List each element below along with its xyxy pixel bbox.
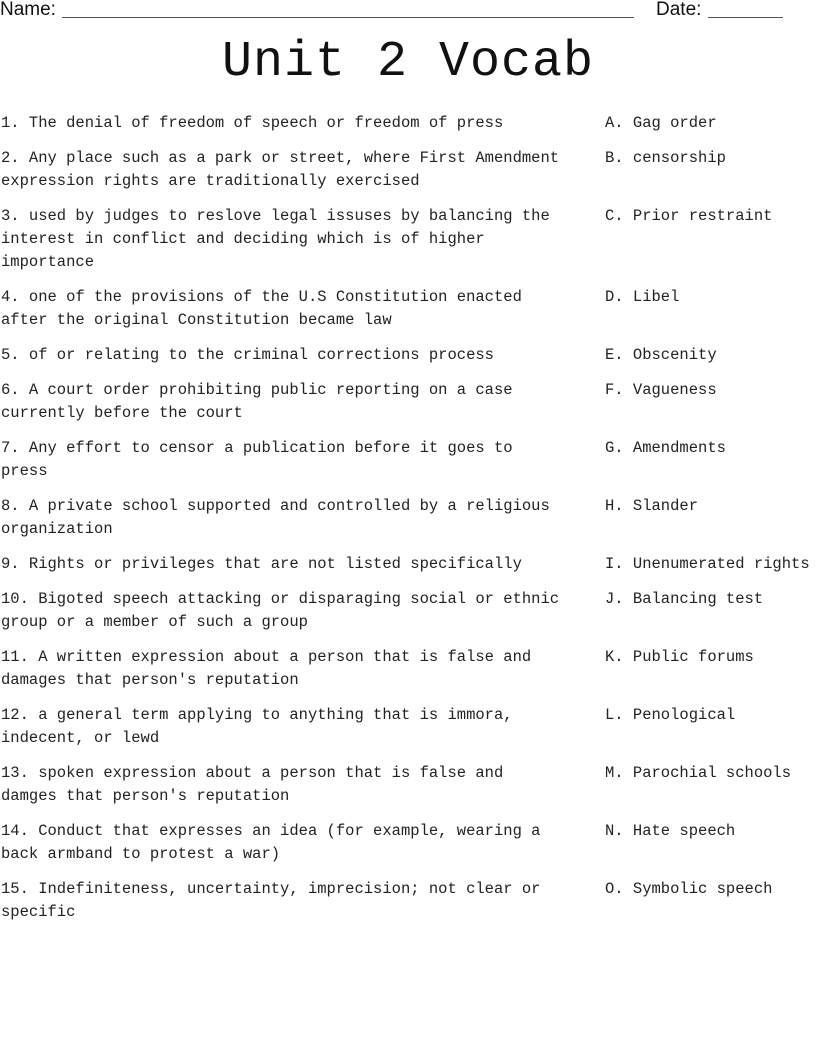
- clue-text: 1. The denial of freedom of speech or freedom of press: [1, 114, 504, 132]
- answer-option: J. Balancing test: [605, 590, 764, 608]
- name-label: Name:: [0, 0, 56, 20]
- clue-text: 12. a general term applying to anything that is immora, indecent, or lewd: [1, 706, 513, 747]
- clue-text: 3. used by judges to reslove legal issuses by balancing the interest in conflict and deciding which is of higher importance: [1, 207, 550, 271]
- clue-text: 8. A private school supported and controlled by a religious organization: [1, 497, 550, 538]
- answer-option: N. Hate speech: [605, 822, 736, 840]
- matching-row: [0, 762, 816, 808]
- answer-option: C. Prior restraint: [605, 207, 773, 225]
- matching-row: [0, 147, 816, 193]
- answer-option: D. Libel: [605, 288, 680, 306]
- clue-text: 6. A court order prohibiting public reporting on a case currently before the court: [1, 381, 513, 422]
- matching-row: [0, 286, 816, 332]
- matching-row: [0, 112, 816, 135]
- matching-row: [0, 704, 816, 750]
- worksheet-header: [0, 0, 816, 24]
- clue-text: 7. Any effort to censor a publication before it goes to press: [1, 439, 513, 480]
- clue-text: 10. Bigoted speech attacking or disparaging social or ethnic group or a member of such a group: [1, 590, 560, 631]
- answer-option: G. Amendments: [605, 439, 726, 457]
- matching-row: [0, 379, 816, 425]
- answer-option: I. Unenumerated rights: [605, 555, 810, 573]
- clue-text: 5. of or relating to the criminal corrections process: [1, 346, 494, 364]
- matching-row: [0, 344, 816, 367]
- answer-option: F. Vagueness: [605, 381, 717, 399]
- matching-row: [0, 553, 816, 576]
- matching-row: [0, 878, 816, 924]
- clue-text: 13. spoken expression about a person that is false and damges that person's reputation: [1, 764, 504, 805]
- answer-option: K. Public forums: [605, 648, 754, 666]
- clue-text: 14. Conduct that expresses an idea (for example, wearing a back armband to protest a war): [1, 822, 541, 863]
- answer-option: E. Obscenity: [605, 346, 717, 364]
- answer-option: L. Penological: [605, 706, 736, 724]
- matching-row: [0, 437, 816, 483]
- clue-text: 11. A written expression about a person that is false and damages that person's reputation: [1, 648, 532, 689]
- clue-text: 9. Rights or privileges that are not listed specifically: [1, 555, 522, 573]
- answer-option: M. Parochial schools: [605, 764, 792, 782]
- matching-list: [0, 112, 816, 936]
- matching-row: [0, 495, 816, 541]
- matching-row: [0, 646, 816, 692]
- date-label: Date:: [656, 0, 702, 20]
- page-title: Unit 2 Vocab: [221, 34, 595, 91]
- answer-option: H. Slander: [605, 497, 699, 515]
- clue-text: 15. Indefiniteness, uncertainty, imprecision; not clear or specific: [1, 880, 541, 921]
- clue-text: 4. one of the provisions of the U.S Constitution enacted after the original Constitution became law: [1, 288, 522, 329]
- name-blank-line: [62, 17, 634, 18]
- matching-row: [0, 820, 816, 866]
- answer-option: B. censorship: [605, 149, 726, 167]
- clue-text: 2. Any place such as a park or street, where First Amendment expression rights are traditionally exercised: [1, 149, 560, 190]
- answer-option: A. Gag order: [605, 114, 717, 132]
- answer-option: O. Symbolic speech: [605, 880, 773, 898]
- date-blank-line: [708, 17, 783, 18]
- matching-row: [0, 588, 816, 634]
- matching-row: [0, 205, 816, 274]
